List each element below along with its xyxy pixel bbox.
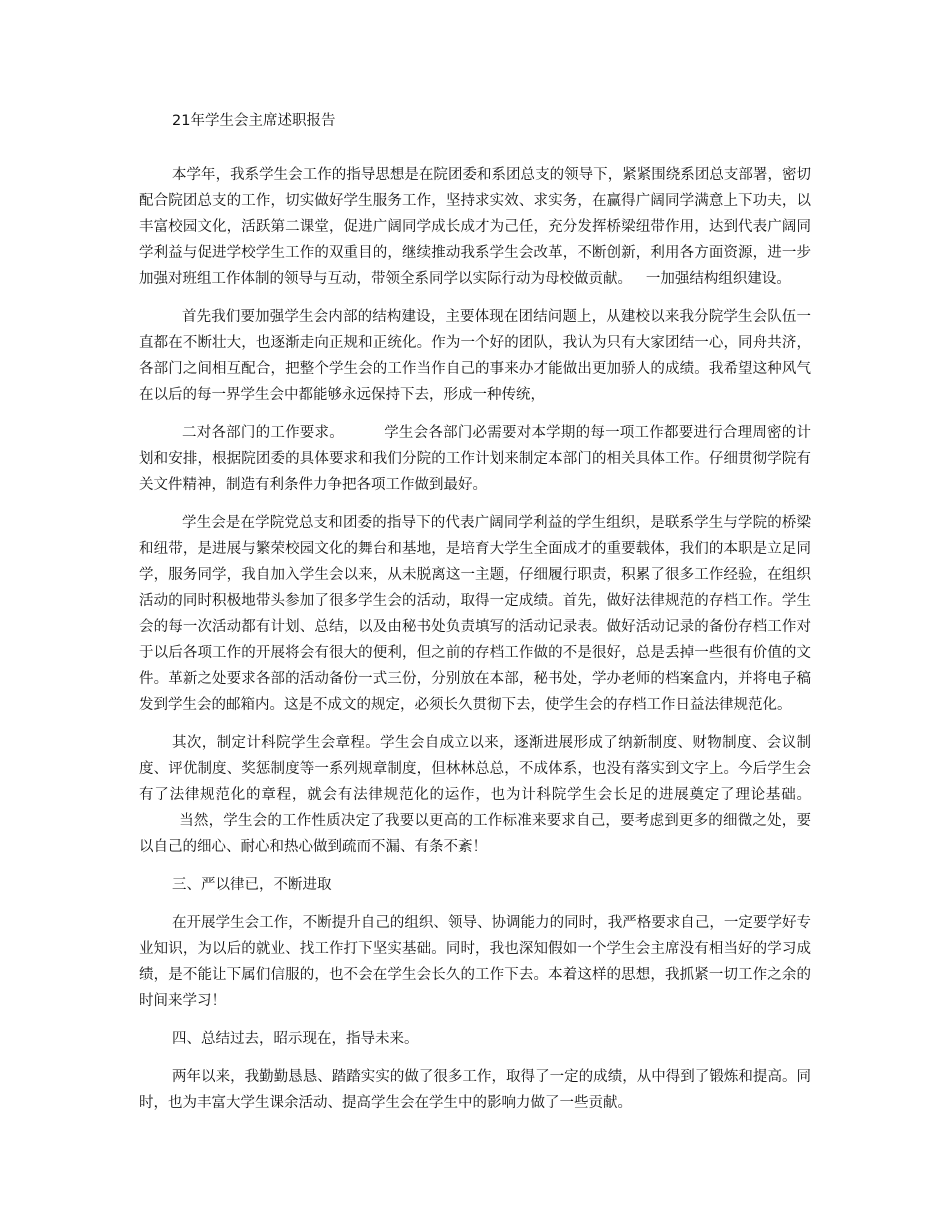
paragraph: [139, 420, 811, 498]
paragraph: 两年以来，我勤勤恳恳、踏踏实实的做了很多工作，取得了一定的成绩，从中得到了锻炼和提高。同时，也为丰富大学生课余活动、提高学生会在学生中的影响力做了一些贡献。: [139, 1069, 811, 1111]
section-heading: 四、总结过去，昭示现在，指导未来。: [172, 1031, 419, 1047]
section-heading: 一加强结构组织建设。: [645, 271, 791, 287]
paragraph: [139, 162, 811, 292]
paragraph: [139, 730, 811, 860]
paragraph: 学生会是在学院党总支和团委的指导下的代表广阔同学利益的学生组织，是联系学生与学院的桥梁和纽带，是进展与繁荣校园文化的舞台和基地，是培育大学生全面成才的重要载体，我们的本职是立足同学，服务同学，我自加入学生会以来，从未脱离这一主题，仔细履行职责，积累了很多工作经验，在组织活动的同时积极地带头参加了很多学生会的活动，取得一定成绩。首先，做好法律规范的存档工作。学生会的每一次活动都有计划、总结，以及由秘书处负责填写的活动记录表。做好活动记录的备份存档工作对于以后各项工作的开展将会有很大的便利，但之前的存档工作做的不是很好，总是丢掉一些很有价值的文件。革新之处要求各部的活动备份一式三份，分别放在本部，秘书处，学办老师的档案盒内，并将电子稿发到学生会的邮箱内。这是不成文的规定，必须长久贯彻下去，使学生会的存档工作日益法律规范化。: [139, 515, 811, 713]
document-body: [139, 108, 811, 1128]
section-heading: 二对各部门的工作要求。: [182, 425, 344, 441]
section-heading: 三、严以律已，不断进取: [172, 877, 332, 893]
paragraph: 首先我们要加强学生会内部的结构建设，主要体现在团结问题上，从建校以来我分院学生会队伍一直都在不断壮大，也逐渐走向正规和正统化。作为一个好的团队，我认为只有大家团结一心，同舟共济，各部门之间相互配合，把整个学生会的工作当作自己的事来办才能做出更加骄人的成绩。我希望这种风气在以后的每一界学生会中都能够永远保持下去，形成一种传统，: [139, 309, 811, 403]
document-title: 21年学生会主席述职报告: [172, 113, 336, 129]
paragraph-text: 本学年，我系学生会工作的指导思想是在院团委和系团总支的领导下，紧紧围绕系团总支部署，密切配合院团总支的工作，切实做好学生服务工作，坚持求实效、求实务，在赢得广阔同学满意上下功夫，以丰富校园文化，活跃第二课堂，促进广阔同学成长成才为己任，充分发挥桥梁纽带作用，达到代表广阔同学利益与促进学校学生工作的双重目的，继续推动我系学生会改革，不断创新，利用各方面资源，进一步加强对班组工作体制的领导与互动，带领全系同学以实际行动为母校做贡献。: [139, 167, 811, 287]
paragraph-text: 学生会各部门必需要对本学期的每一项工作都要进行合理周密的计划和安排，根据院团委的具体要求和我们分院的工作计划来制定本部门的相关具体工作。仔细贯彻学院有关文件精神，制造有利条件力争把各项工作做到最好。: [139, 425, 812, 493]
paragraph: 在开展学生会工作，不断提升自己的组织、领导、协调能力的同时，我严格要求自己，一定要学好专业知识，为以后的就业、找工作打下坚实基础。同时，我也深知假如一个学生会主席没有相当好的学习成绩，是不能让下属们信服的，也不会在学生会长久的工作下去。本着这样的思想，我抓紧一切工作之余的时间来学习！: [139, 915, 811, 1009]
paragraph-text: 当然，学生会的工作性质决定了我要以更高的工作标准来要求自己，要考虑到更多的细微之处，要以自己的细心、耐心和热心做到疏而不漏、有条不紊！: [139, 813, 811, 855]
paragraph-text: 其次，制定计科院学生会章程。学生会自成立以来，逐渐进展形成了纳新制度、财物制度、会议制度、评优制度、奖惩制度等一系列规章制度，但林林总总，不成体系，也没有落实到文字上。今后学生会有了法律规范化的章程，就会有法律规范化的运作，也为计科院学生会长足的进展奠定了理论基础。: [139, 735, 811, 803]
